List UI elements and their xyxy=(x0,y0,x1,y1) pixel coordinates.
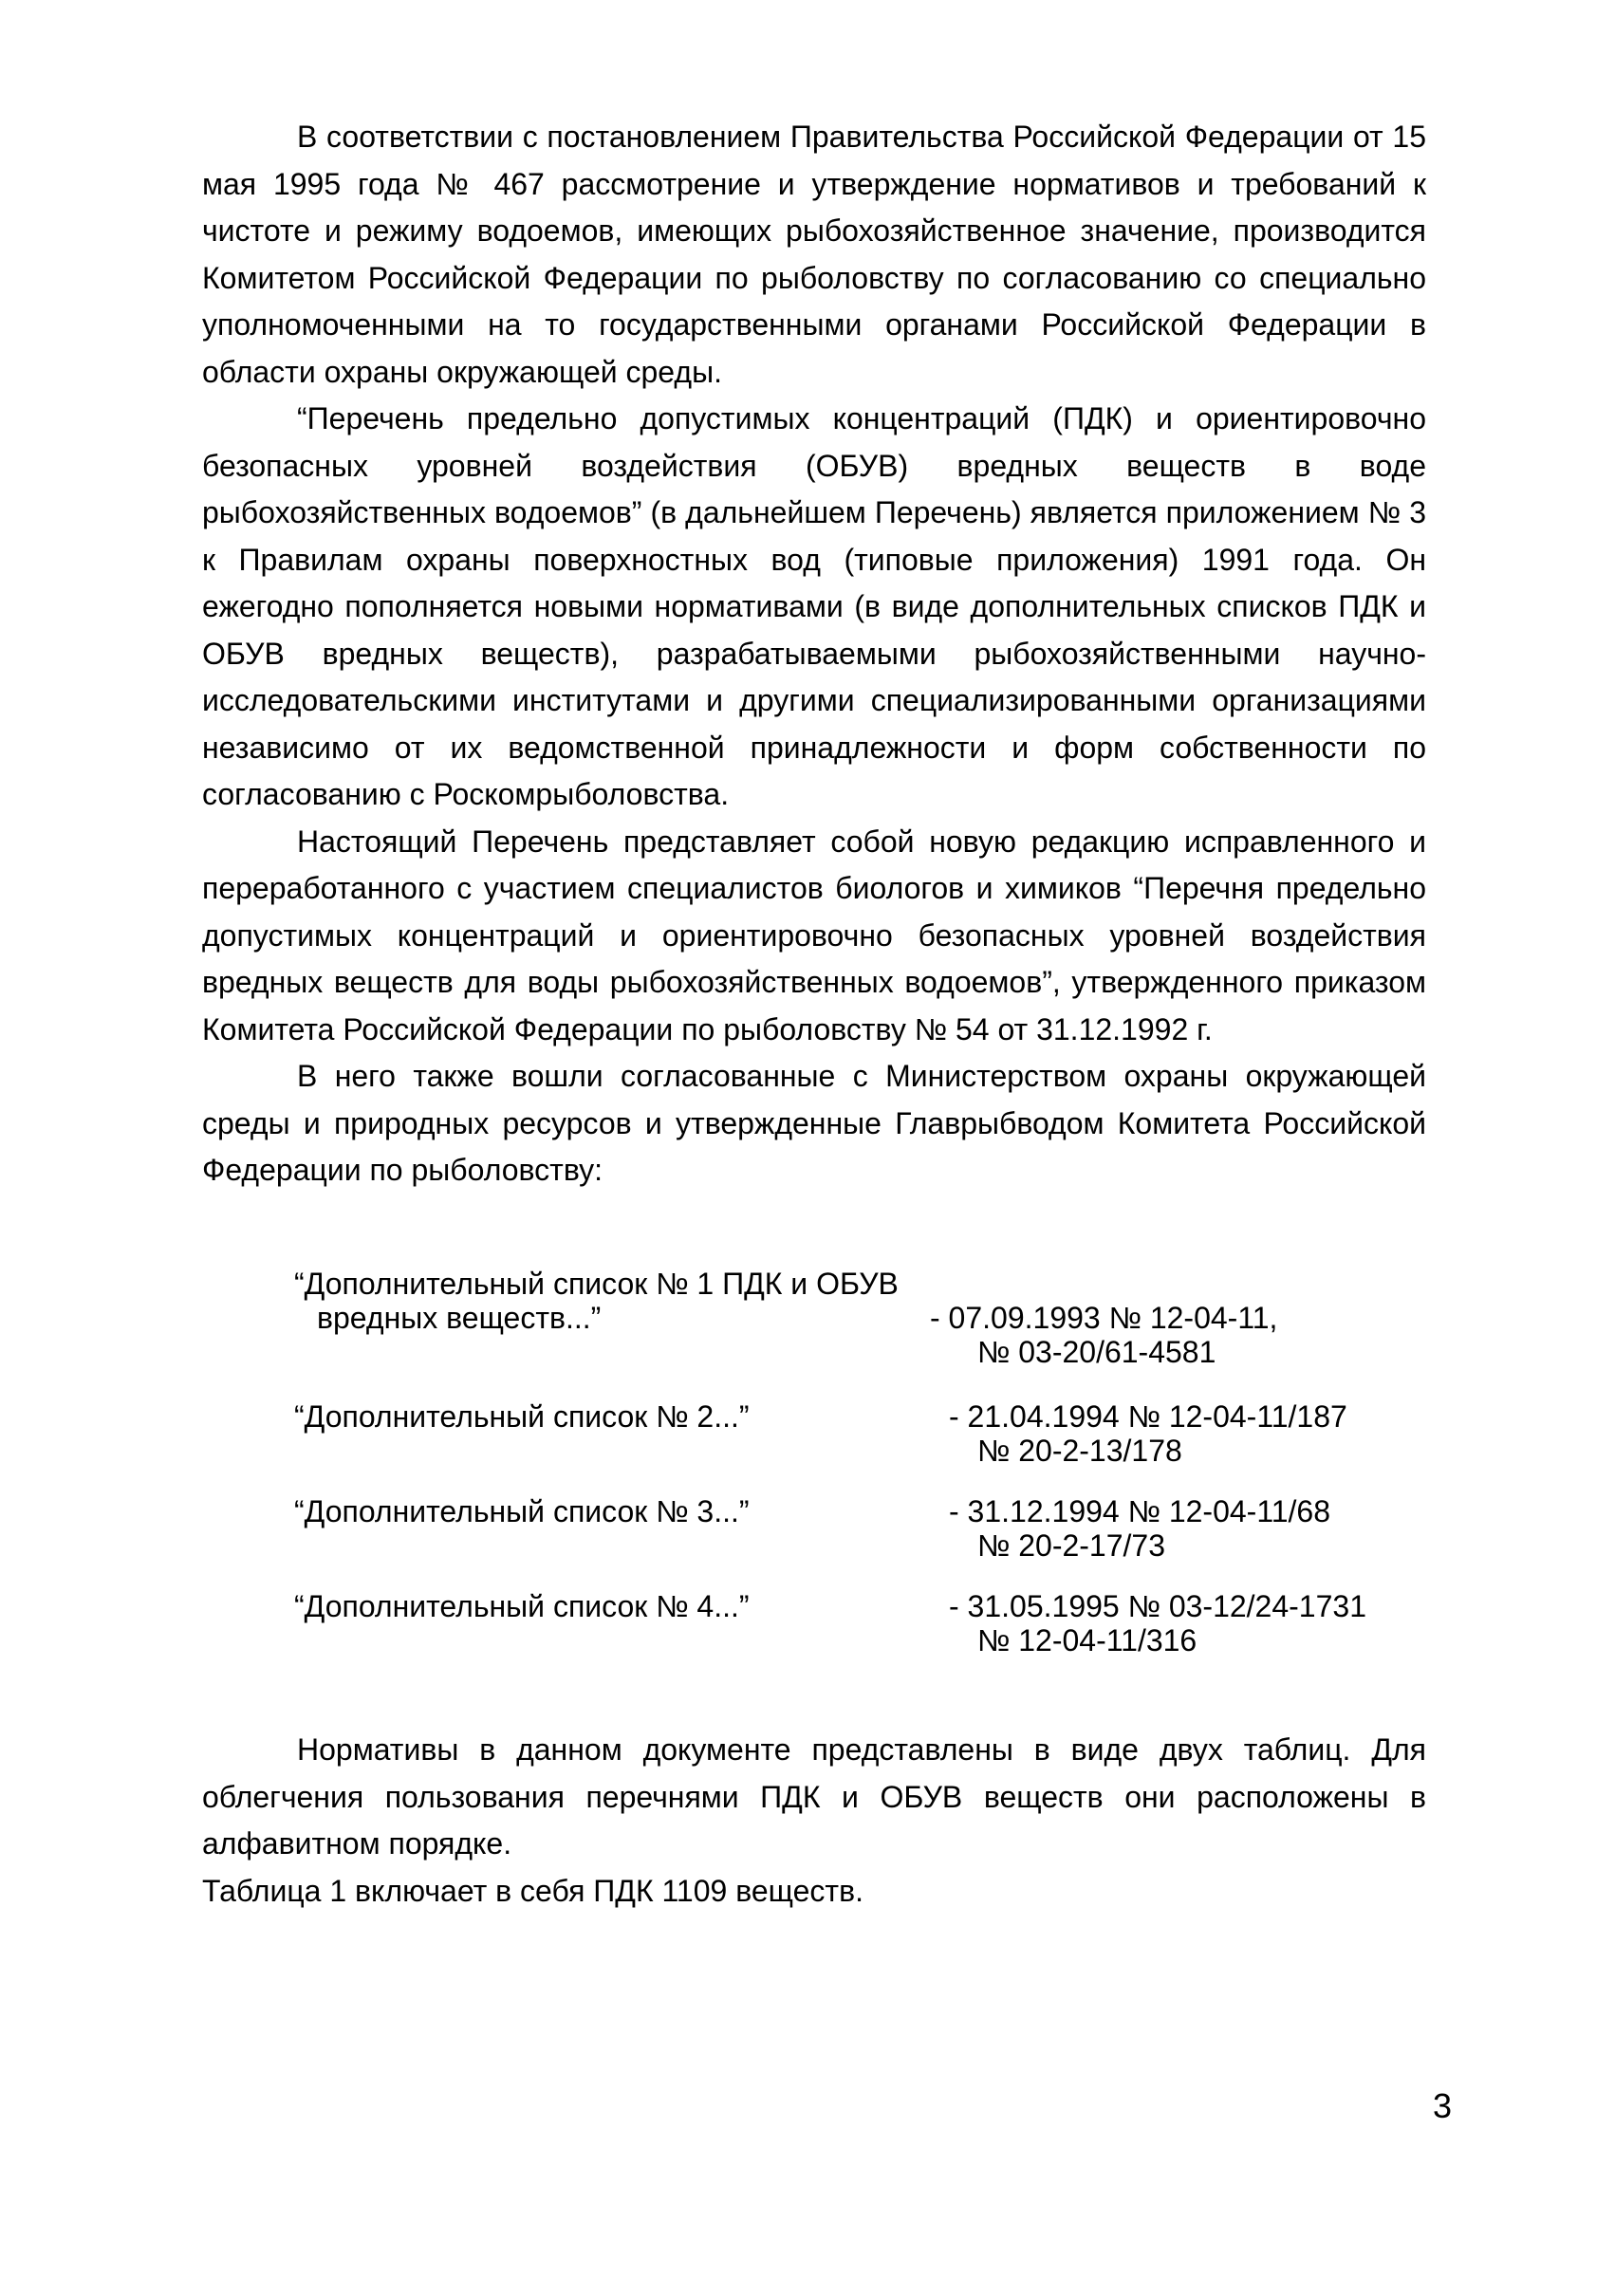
supplement-name xyxy=(294,1267,958,1335)
supplement-name-line1: “Дополнительный список № 1 ПДК и ОБУВ xyxy=(294,1267,899,1301)
supplement-item xyxy=(294,1267,1433,1399)
supplement-name xyxy=(294,1399,958,1434)
supplement-ref-line1: - 07.09.1993 № 12-04-11, xyxy=(930,1301,1278,1335)
supplement-ref-line2: № 03-20/61-4581 xyxy=(977,1335,1216,1369)
supplement-ref-line2: № 20-2-13/178 xyxy=(977,1434,1182,1468)
paragraph-included-supplements: В него также вошли согласованные с Министерством охраны окружающей среды и природных ресурсов и утвержденные Главрыбводом Комитета Российской Федерации по рыболовству: xyxy=(202,1059,1426,1187)
supplement-item xyxy=(294,1589,1433,1684)
table-1-note: Таблица 1 включает в себя ПДК 1109 веществ. xyxy=(202,1873,863,1908)
supplements-list xyxy=(294,1267,1433,1684)
supplement-item xyxy=(294,1494,1433,1589)
supplement-reference xyxy=(949,1589,1442,1657)
paragraph-pdk-list-description: “Перечень предельно допустимых концентраций (ПДК) и ориентировочно безопасных уровней воздействия (ОБУВ) вредных веществ в воде рыбохозяйственных водоемов” (в дальнейшем Перечень) является приложением № 3 к Правилам охраны поверхностных вод (типовые приложения) 1991 года. Он ежегодно пополняется новыми нормативами (в виде дополнительных списков ПДК и ОБУВ вредных веществ), разрабатываемыми рыбохозяйственными научно-исследовательскими институтами и другими специализированными организациями независимо от их ведомственной принадлежности и форм собственности по согласованию с Роскомрыболовства. xyxy=(202,401,1426,811)
supplement-ref-line1: - 31.05.1995 № 03-12/24-1731 xyxy=(949,1589,1366,1623)
supplement-name-line1: “Дополнительный список № 2...” xyxy=(294,1399,750,1434)
main-text-block xyxy=(202,114,1426,1194)
supplement-ref-line2: № 20-2-17/73 xyxy=(977,1528,1165,1563)
paragraph-tables-info: Нормативы в данном документе представлены в виде двух таблиц. Для облегчения пользования перечнями ПДК и ОБУВ веществ они расположены в алфавитном порядке. xyxy=(202,1732,1426,1861)
closing-text-block xyxy=(202,1727,1426,1915)
supplement-ref-line2: № 12-04-11/316 xyxy=(977,1623,1197,1657)
supplement-name-line1: “Дополнительный список № 3...” xyxy=(294,1494,750,1528)
supplement-reference xyxy=(930,1301,1423,1369)
paragraph-government-decree: В соответствии с постановлением Правительства Российской Федерации от 15 мая 1995 года № 467 рассмотрение и утверждение нормативов и требований к чистоте и режиму водоемов, имеющих рыбохозяйственное значение, производится Комитетом Российской Федерации по рыболовству по согласованию со специально уполномоченными на то государственными органами Российской Федерации в области охраны окружающей среды. xyxy=(202,120,1426,389)
supplement-name-line1: “Дополнительный список № 4...” xyxy=(294,1589,750,1623)
supplement-name xyxy=(294,1589,958,1623)
page-number: 3 xyxy=(1433,2086,1453,2125)
supplement-ref-line1: - 21.04.1994 № 12-04-11/187 xyxy=(949,1399,1347,1434)
supplement-reference xyxy=(949,1399,1442,1468)
supplement-ref-line1: - 31.12.1994 № 12-04-11/68 xyxy=(949,1494,1331,1528)
supplement-reference xyxy=(949,1494,1442,1563)
paragraph-new-edition: Настоящий Перечень представляет собой новую редакцию исправленного и переработанного с участием специалистов биологов и химиков “Перечня предельно допустимых концентраций и ориентировочно безопасных уровней воздействия вредных веществ для воды рыбохозяйственных водоемов”, утвержденного приказом Комитета Российской Федерации по рыболовству № 54 от 31.12.1992 г. xyxy=(202,824,1426,1046)
supplement-item xyxy=(294,1399,1433,1494)
supplement-name xyxy=(294,1494,958,1528)
supplement-name-line2: вредных веществ...” xyxy=(317,1301,602,1335)
